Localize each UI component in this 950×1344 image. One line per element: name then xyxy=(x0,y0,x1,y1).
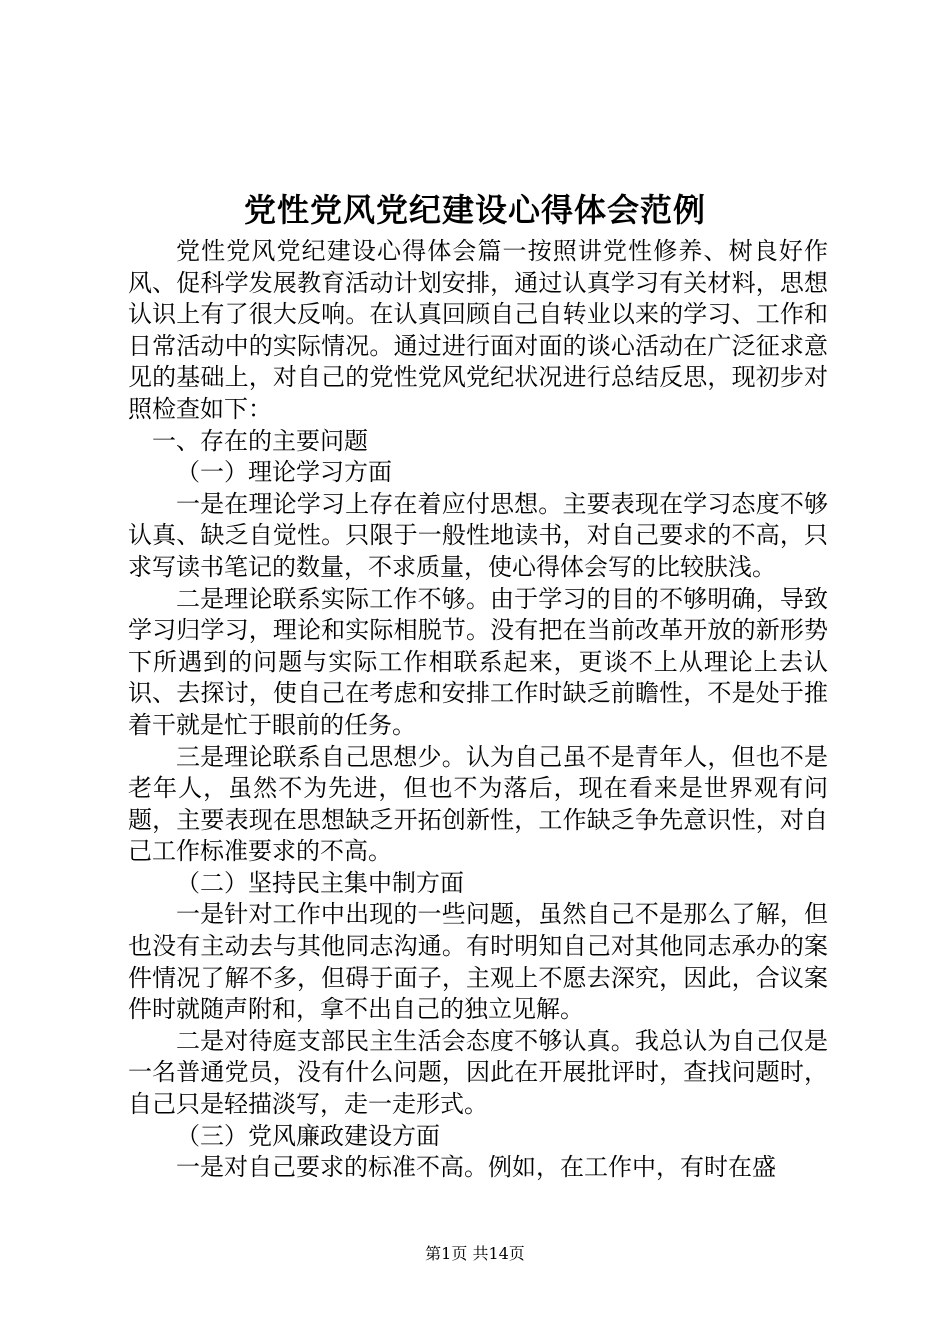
paragraph-democracy-1: 一是针对工作中出现的一些问题，虽然自己不是那么了解，但也没有主动去与其他同志沟通。有时明知自己对其他同志承办的案件情况了解不多，但碍于面子，主观上不愿去深究，因此，合议案件时就随声附和，拿不出自己的独立见解。 xyxy=(128,900,828,1024)
subheading-integrity: （三）党风廉政建设方面 xyxy=(176,1121,440,1150)
paragraph-theory-3: 三是理论联系自己思想少。认为自己虽不是青年人，但也不是老年人，虽然不为先进，但也不为落后，现在看来是世界观有问题，主要表现在思想缺乏开拓创新性，工作缺乏争先意识性，对自己工作标准要求的不高。 xyxy=(128,742,828,866)
paragraph-democracy-2: 二是对待庭支部民主生活会态度不够认真。我总认为自己仅是一名普通党员，没有什么问题，因此在开展批评时，查找问题时，自己只是轻描淡写，走一走形式。 xyxy=(128,1026,828,1119)
paragraph-intro: 党性党风党纪建设心得体会篇一按照讲党性修养、树良好作风、促科学发展教育活动计划安排，通过认真学习有关材料，思想认识上有了很大反响。在认真回顾自己自转业以来的学习、工作和日常活动中的实际情况。通过进行面对面的谈心活动在广泛征求意见的基础上，对自己的党性党风党纪状况进行总结反思，现初步对照检查如下： xyxy=(128,237,828,423)
paragraph-theory-1: 一是在理论学习上存在着应付思想。主要表现在学习态度不够认真、缺乏自觉性。只限于一般性地读书，对自己要求的不高，只求写读书笔记的数量，不求质量，使心得体会写的比较肤浅。 xyxy=(128,489,828,581)
subheading-theory: （一）理论学习方面 xyxy=(176,458,392,487)
heading-main-problems: 一、存在的主要问题 xyxy=(152,426,368,455)
document-body xyxy=(128,236,828,1184)
document-title: 党性党风党纪建设心得体会范例 xyxy=(243,191,706,229)
subheading-democracy: （二）坚持民主集中制方面 xyxy=(176,868,464,897)
page-number-footer: 第1页 共14页 xyxy=(425,1244,525,1263)
paragraph-theory-2: 二是理论联系实际工作不够。由于学习的目的不够明确，导致学习归学习，理论和实际相脱节。没有把在当前改革开放的新形势下所遇到的问题与实际工作相联系起来，更谈不上从理论上去认识、去探讨，使自己在考虑和安排工作时缺乏前瞻性，不是处于推着干就是忙于眼前的任务。 xyxy=(128,584,828,739)
paragraph-integrity-1: 一是对自己要求的标准不高。例如，在工作中，有时在盛 xyxy=(176,1153,776,1182)
